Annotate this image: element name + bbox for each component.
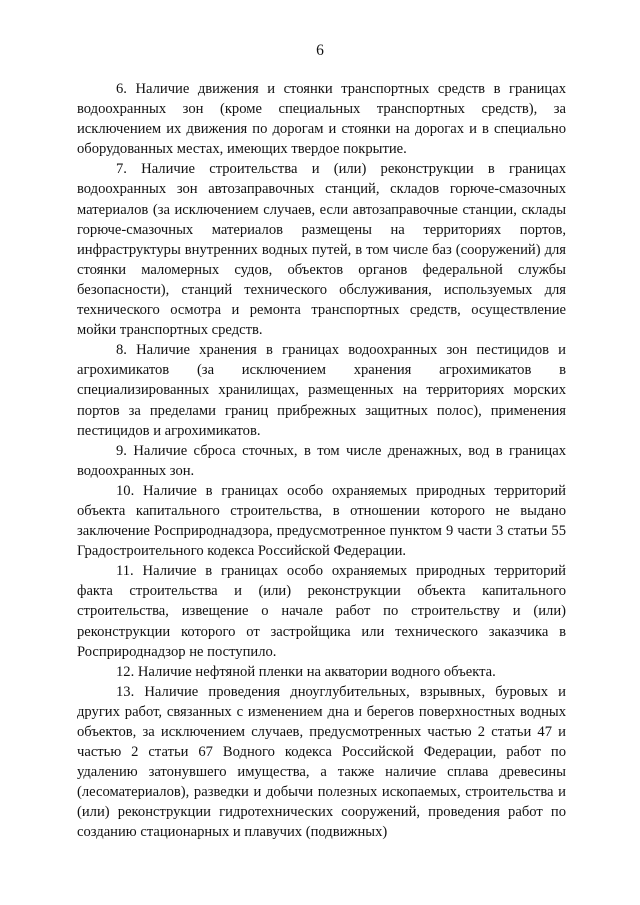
paragraph-item-8: 8. Наличие хранения в границах водоохранных зон пестицидов и агрохимикатов (за исключением хранения агрохимикатов в специализированных хранилищах, размещенных на территориях морских портов за пределами границ прибрежных защитных полос), применения пестицидов и агрохимикатов.	[77, 342, 566, 439]
paragraph-item-11: 11. Наличие в границах особо охраняемых природных территорий факта строительства и (или) реконструкции объекта капитального строительства, извещение о начале работ по строительству и (или) реконструкции которого от застройщика или технического заказчика в Росприроднадзор не поступило.	[77, 563, 566, 660]
paragraph-item-12: 12. Наличие нефтяной пленки на акватории водного объекта.	[116, 663, 496, 680]
paragraph-item-6: 6. Наличие движения и стоянки транспортных средств в границах водоохранных зон (кроме специальных транспортных средств), за исключением их движения по дорогам и стоянки на дорогах и в специально оборудованных местах, имеющих твердое покрытие.	[77, 81, 566, 158]
paragraph-item-10: 10. Наличие в границах особо охраняемых природных территорий объекта капитального строительства, в отношении которого не выдано заключение Росприроднадзора, предусмотренное пунктом 9 части 3 статьи 55 Градостроительного кодекса Российской Федерации.	[77, 482, 566, 560]
document-body	[77, 79, 566, 843]
page-number: 6	[316, 42, 324, 59]
paragraph-item-13: 13. Наличие проведения дноуглубительных, взрывных, буровых и других работ, связанных с изменением дна и берегов поверхностных водных объектов, за исключением случаев, предусмотренных частью 2 статьи 47 и частью 2 статьи 67 Водного кодекса Российской Федерации, работ по удалению затонувшего имущества, а также наличие сплава древесины (лесоматериалов), разведки и добычи полезных ископаемых, строительства и (или) реконструкции гидротехнических сооружений, проведения работ по созданию стационарных и плавучих (подвижных)	[77, 683, 566, 841]
paragraph-item-9: 9. Наличие сброса сточных, в том числе дренажных, вод в границах водоохранных зон.	[77, 442, 566, 479]
paragraph-item-7: 7. Наличие строительства и (или) реконструкции в границах водоохранных зон автозаправочных станций, складов горюче-смазочных материалов (за исключением случаев, если автозаправочные станции, склады горюче-смазочных материалов размещены на территориях портов, инфраструктуры внутренних водных путей, в том числе баз (сооружений) для стоянки маломерных судов, объектов органов федеральной службы безопасности), станций технического обслуживания, используемых для технического осмотра и ремонта транспортных средств, осуществление мойки транспортных средств.	[77, 161, 566, 339]
